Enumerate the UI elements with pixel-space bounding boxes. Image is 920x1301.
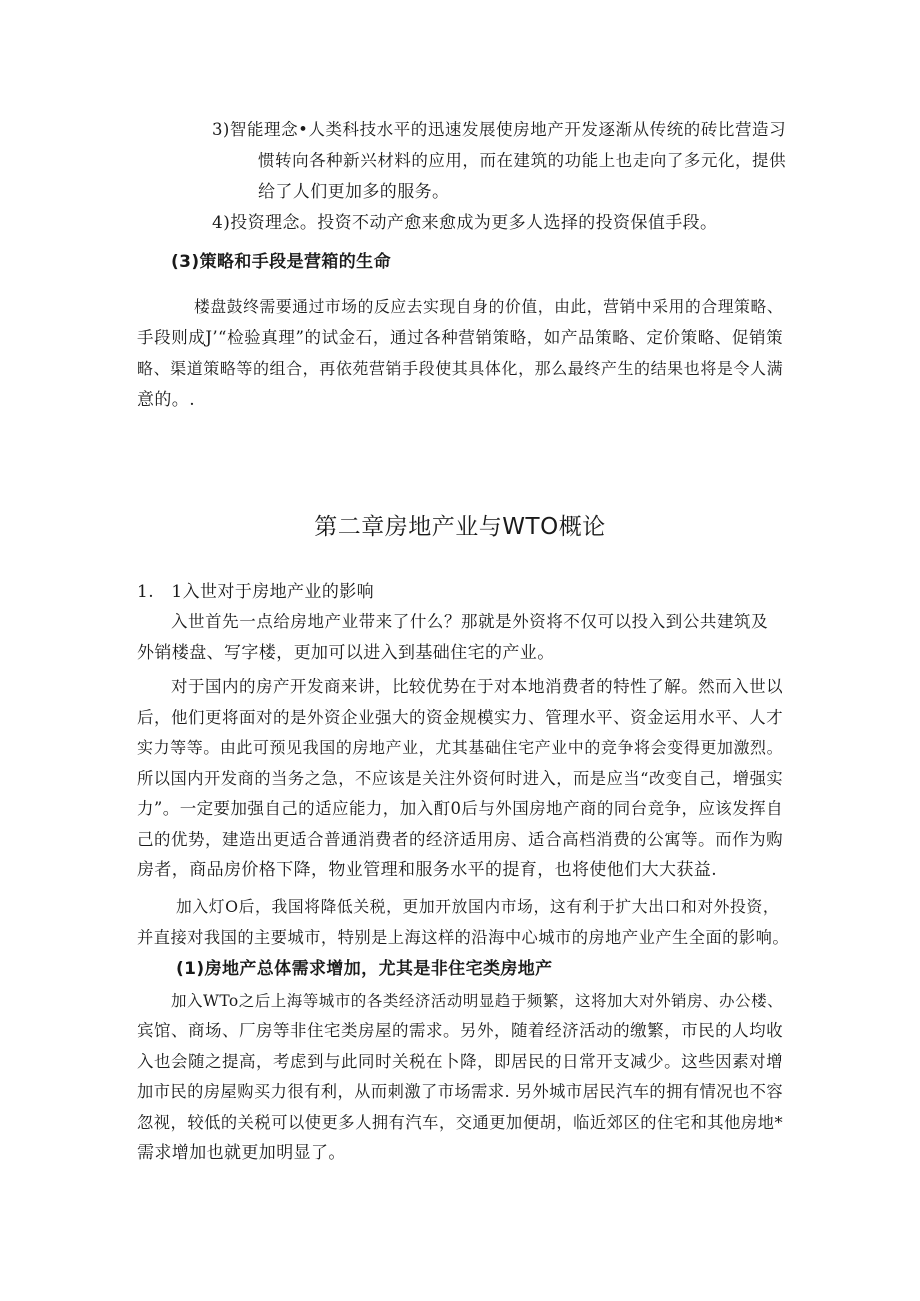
item3-line2: 惯转向各种新兴材料的应用，而在建筑的功能上也走向了多元化，提供 [258, 151, 786, 170]
p2-line2: 外销楼盘、写字楼，更加可以进入到基础住宅的产业。 [137, 643, 555, 663]
p4-line1: 加入灯O后，我国将降低关税，更加开放国内市场，这有利于扩大出口和对外投资， [176, 897, 779, 916]
p3-line1: 对于国内的房产开发商来讲，比较优势在于对本地消费者的特性了解。然而入世以 [171, 677, 783, 696]
item3-line3: 给了人们更加多的服务。 [258, 182, 450, 202]
p3-line2: 后，他们更将面对的是外资企业强大的资金规模实力、管理水平、资金运用水平、人才 [137, 708, 783, 727]
p5-line2: 宾馆、商场、厂房等非住宅类房屋的需求。另外，随着经济活动的缴繁，市民的人均收 [137, 1021, 783, 1040]
p2-line1: 入世首先一点给房地产业带来了什么？那就是外资将不仅可以投入到公共建筑及 [171, 612, 768, 631]
item4-text: 4)投资理念。投资不动产愈来愈成为更多人选择的投资保值手段。 [212, 213, 718, 233]
item3-line1: 3)智能理念•人类科技水平的迅速发展使房地产开发逐渐从传统的砖比营造习 [212, 120, 786, 139]
p1-line3: 略、渠道策略等的组合，再依苑营销手段使其具体化，那么最终产生的结果也将是令人满 [137, 359, 783, 378]
p3-line7: 房者，商品房价格下降，物业管理和服务水平的提育，也将使他们大大获益. [137, 860, 718, 880]
p1-line1: 楼盘鼓终需要通过市场的反应去实现自身的价值，由此，营销中采用的合理策略、 [194, 297, 783, 316]
p4-line2: 并直接对我国的主要城市，特别是上海这样的沿海中心城市的房地产业产生全面的影响。 [137, 928, 789, 947]
p5-line1: 加入WTo之后上海等城市的各类经济活动明显趋于频繁，这将加大对外销房、办公楼、 [171, 992, 783, 1010]
p1-line4: 意的。. [137, 390, 196, 410]
heading-demand: (1)房地产总体需求增加，尤其是非住宅类房地产 [176, 959, 553, 979]
heading-strategy: (3)策略和手段是营箱的生命 [171, 252, 391, 272]
section-heading: 1. 1入世对于房地产业的影响 [137, 582, 375, 602]
chapter-title: 第二章房地产业与WTO概论 [314, 514, 606, 540]
p3-line5: 力”。一定要加强自己的适应能力，加入酊0后与外国房地产商的同台竞争，应该发挥自 [137, 799, 783, 818]
p3-line3: 实力等等。由此可预见我国的房地产业，尤其基础住宅产业中的竞争将会变得更加激烈。 [137, 738, 783, 757]
p5-line4: 加市民的房屋购买力很有利，从而刺激了市场需求. 另外城市居民汽车的拥有情况也不容 [137, 1082, 783, 1101]
p3-line6: 己的优势，建造出更适合普通消费者的经济适用房、适合高档消费的公寓等。而作为购 [137, 830, 783, 849]
p1-line2: 手段则成J’“检验真理”的试金石，通过各种营销策略，如产品策略、定价策略、促销策 [137, 328, 783, 347]
p5-line3: 入也会随之提高，考虑到与此同时关税在卜降，即居民的日常开支减少。这些因素对增 [137, 1052, 783, 1071]
p5-line5: 忽视，较低的关税可以使更多人拥有汽车，交通更加便胡，临近郊区的住宅和其他房地* [137, 1113, 783, 1132]
p3-line4: 所以国内开发商的当务之急，不应该是关注外资何时进入，而是应当“改变自己，增强实 [137, 769, 783, 788]
p5-line6: 需求增加也就更加明显了。 [137, 1143, 346, 1163]
